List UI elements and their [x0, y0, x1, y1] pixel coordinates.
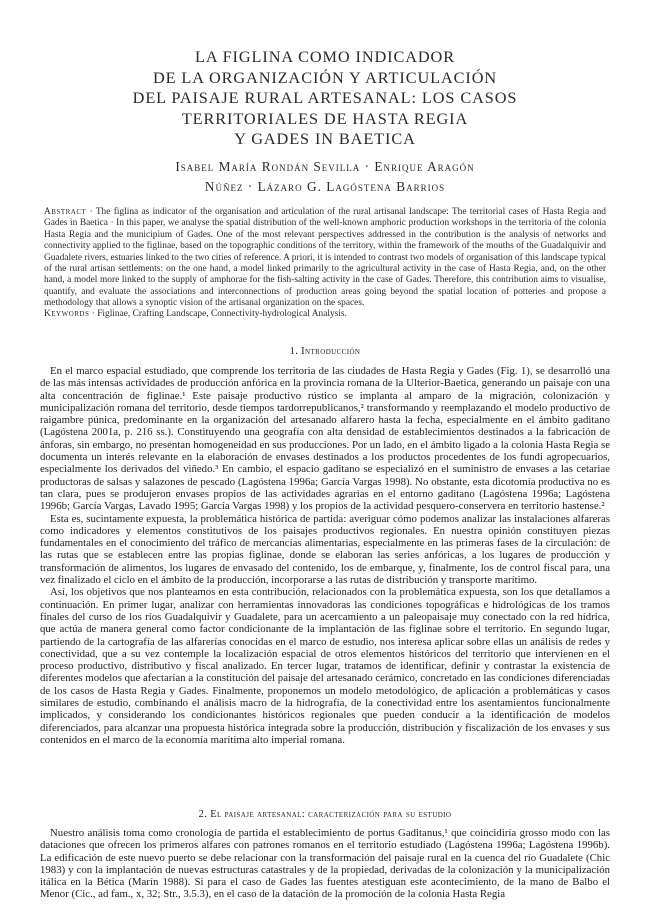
author-list	[40, 157, 610, 197]
paragraph: En el marco espacial estudiado, que comprende los territoria de las ciudades de Hasta Regia y Gades (Fig. 1), se desarrolló una de las más intensas actividades de producción anfórica en la provincia romana de la Ulterior-Baetica, generando un paisaje con una alta concentración de figlinae.¹ Este paisaje productivo rústico se implanta al amparo de la migración, colonización y municipalización romana del territorio, desde tiempos tardorrepublicanos,² transformando y reemplazando el modelo productivo de raigambre púnica, predominante en la organización del artesanado alfarero hasta la fecha, especialmente en el ámbito gaditano (Lagóstena 2001a, p. 216 ss.). Constituyendo una geografía con alta densidad de establecimientos destinados a la fabricación de ánforas, sin embargo, no presentan homogeneidad en sus producciones. Por un lado, en el ámbito ligado a la colonia Hasta Regia se documenta un interés relevante en la elaboración de envases destinados a los productos procedentes de los fundi agropecuarios, especialmente los derivados del viñedo.³ En cambio, el espacio gaditano se especializó en el suministro de envases a las cetariae productoras de salsas y salazones de pescado (Lagóstena 1996a; García Vargas 1998). No obstante, esta dicotomía productiva no es tan clara, pues se produjeron envases propios de las actividades agrarias en el entorno gaditano (Lagóstena 1996a; Lagóstena 1996b; García Vargas, Lavado 1995; García Vargas 1998) y los propios de la actividad pesquero-conservera en territorio hastense.²	[40, 365, 610, 513]
abstract-label: Abstract	[44, 207, 87, 217]
title-line: LA FIGLINA COMO INDICADOR	[195, 47, 455, 66]
title-line: TERRITORIALES DE HASTA REGIA	[181, 108, 469, 128]
title-line: DEL PAISAJE RURAL ARTESANAL: LOS CASOS	[132, 88, 518, 108]
paragraph: Nuestro análisis toma como cronología de partida el establecimiento de portus Gaditanus,¹ que coincidiría grosso modo con las dataciones que ofrecen los primeros alfares con patrones romanos en el territorio estudiado (Lagóstena 1996a; Lagóstena 1996b). La edificación de este nuevo puerto se debe relacionar con la transformación del paisaje rural en la cuenca del río Guadalete (Chic 1983) y con la implantación de nuevas estructuras catastrales y de la propiedad, derivadas de la colonización y la municipalización itálica en la Bética (Marín 1988). Si para el caso de Gades las fuentes atestiguan este acontecimiento, de la mano de Balbo el Menor (Cic., ad fam., x, 32; Str., 3.5.3), en el caso de la datación de la promoción de la colonia Hasta Regia	[40, 827, 610, 901]
abstract-text: · The figlina as indicator of the organisation and articulation of the rural artisanal landscape: The territorial cases of Hasta Regia and Gades in Baetica · In this paper, we analyse the spatial distribution of the well-known amphoric production workshops in the territoria of the colonia Hasta Regia and the municipium of Gades. One of the most relevant perspectives addressed in the contribution is the analysis of networks and connectivity applied to the figlinae, based on the topographic conditions of the territory, within the framework of the mouths of the Guadalquivir and Guadalete rivers, estuaries linked to the two cities of reference. A priori, it is intended to contrast two models of organisation of this landscape typical of the rural artisan settlements: on the one hand, a model linked primarily to the agricultural activity in the case of Hasta Regia, and, on the other hand, a model more linked to the supply of amphorae for the fish-salting activity in the case of Gades. Therefore, this contribution aims to visualise, quantify, and evaluate the associations and interconnections of production areas going beyond the spatial location of potteries and propose a methodology that allows a synoptic vision of the artisanal organization on the spaces.	[44, 207, 606, 309]
title-line: Y GADES IN BAETICA	[234, 129, 416, 149]
section-body-introduction	[40, 365, 610, 746]
author-line: Núñez · Lázaro G. Lagóstena Barrios	[204, 179, 446, 194]
section-heading-introduction: 1. Introducción	[289, 346, 361, 357]
keywords-label: Keywords	[44, 309, 90, 319]
paper-title	[40, 47, 610, 150]
paragraph: Así, los objetivos que nos planteamos en esta contribución, relacionados con la problemática expuesta, son los que detallamos a continuación. En primer lugar, analizar con herramientas innovadoras las condiciones topográficas e hidrológicas de los tramos finales del curso de los ríos Guadalquivir y Guadalete, para un acercamiento a un paleopaisaje muy conectado con la red hídrica, que actúa de manera general como factor condicionante de la implantación de las figlinae sobre el territorio. En segundo lugar, partiendo de la cartografía de las alfarerías conocidas en el marco de estudio, nos interesa aplicar sobre ellas un análisis de redes y conectividad, que a su vez contemple la localización espacial de otros elementos históricos del territorio que intervienen en el proceso productivo, distributivo y fiscal analizado. En tercer lugar, tratamos de identificar, definir y contrastar la existencia de diferentes modelos que afectarían a la constitución del paisaje del artesanado cerámico, concretado en las condiciones diferenciadas de los casos de Hasta Regia y Gades. Finalmente, proponemos un modelo metodológico, de aplicación a problemáticas y casos similares de estudio, combinando el análisis macro de la hidrografía, de la conectividad entre los asentamientos funcionalmente implicados, y considerando los condicionantes históricos regionales que pueden conducir a la identificación de modelos diferenciados, para alcanzar una propuesta histórica integrada sobre la producción, distribución y fiscalización de los envases y sus contenidos en el marco de la economía marítima alto imperial romana.	[40, 586, 610, 746]
author-line: Isabel María Rondán Sevilla · Enrique Aragón	[175, 159, 475, 174]
section-body-landscape	[40, 827, 610, 901]
paragraph: Esta es, sucintamente expuesta, la problemática histórica de partida: averiguar cómo podemos analizar las instalaciones alfareras como indicadores y elementos constitutivos de los paisajes productivos regionales. En nuestra opinión constituyen piezas fundamentales en el conocimiento del tráfico de mercancías alimentarias, especialmente en las primeras fases de la circulación: de las rutas que se establecen entre las propias figlinae, donde se elaboran las series anfóricas, a los lugares de producción y transformación de alimentos, los lugares de envasado del contenido, los de embarque, y, finalmente, los de control fiscal para, una vez finalizado el ciclo en el ámbito de la producción, incorporarse a las rutas de distribución y transporte marítimo.	[40, 512, 610, 587]
abstract	[44, 207, 606, 310]
title-line: DE LA ORGANIZACIÓN Y ARTICULACIÓN	[152, 67, 498, 87]
section-heading-landscape: 2. El paisaje artesanal: caracterización para su estudio	[198, 809, 452, 820]
keywords	[44, 309, 606, 320]
keywords-text: · Figlinae, Crafting Landscape, Connectivity-hydrological Analysis.	[89, 309, 347, 319]
